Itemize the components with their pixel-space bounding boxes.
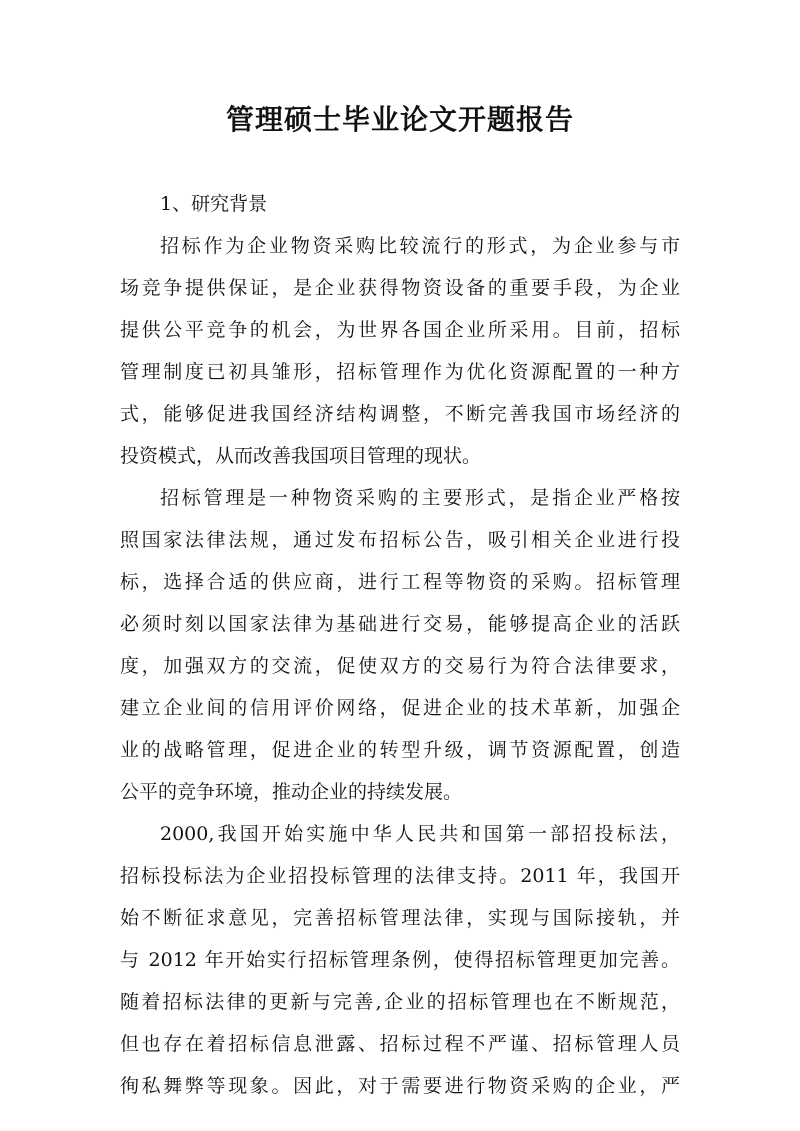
paragraph-1 bbox=[120, 225, 680, 477]
paragraph-line: 建立企业间的信用评价网络，促进企业的技术革新，加强企 bbox=[120, 697, 680, 719]
paragraph-line: 但也存在着招标信息泄露、招标过程不严谨、招标管理人员 bbox=[120, 1033, 680, 1055]
paragraph-line: 招标投标法为企业招投标管理的法律支持。2011 年，我国开 bbox=[120, 865, 680, 887]
paragraph-line: 公平的竞争环境，推动企业的持续发展。 bbox=[120, 781, 463, 803]
paragraph-line: 场竞争提供保证，是企业获得物资设备的重要手段，为企业 bbox=[120, 277, 680, 299]
paragraph-line: 招标管理是一种物资采购的主要形式，是指企业严格按 bbox=[160, 487, 680, 509]
paragraph-line: 随着招标法律的更新与完善,企业的招标管理也在不断规范， bbox=[120, 991, 680, 1013]
paragraph-line: 与 2012 年开始实行招标管理条例，使得招标管理更加完善。 bbox=[120, 949, 680, 971]
paragraph-line: 式，能够促进我国经济结构调整，不断完善我国市场经济的 bbox=[120, 403, 680, 425]
section-heading-research-background: 1、研究背景 bbox=[160, 193, 268, 215]
paragraph-line: 业的战略管理，促进企业的转型升级，调节资源配置，创造 bbox=[120, 739, 680, 761]
paragraph-line: 提供公平竞争的机会，为世界各国企业所采用。目前，招标 bbox=[120, 319, 680, 341]
paragraph-line: 管理制度已初具雏形，招标管理作为优化资源配置的一种方 bbox=[120, 361, 680, 383]
paragraph-line: 招标作为企业物资采购比较流行的形式，为企业参与市 bbox=[160, 235, 680, 257]
paragraph-line: 标，选择合适的供应商，进行工程等物资的采购。招标管理 bbox=[120, 571, 680, 593]
paragraph-line: 2000,我国开始实施中华人民共和国第一部招投标法， bbox=[160, 823, 680, 845]
paragraph-2 bbox=[120, 477, 680, 813]
paragraph-line: 徇私舞弊等现象。因此，对于需要进行物资采购的企业，严 bbox=[120, 1075, 680, 1097]
paragraph-line: 始不断征求意见，完善招标管理法律，实现与国际接轨，并 bbox=[120, 907, 680, 929]
document-body bbox=[120, 183, 680, 1107]
paragraph-line: 投资模式，从而改善我国项目管理的现状。 bbox=[120, 445, 482, 467]
paragraph-line: 度，加强双方的交流，促使双方的交易行为符合法律要求， bbox=[120, 655, 680, 677]
paragraph-line: 必须时刻以国家法律为基础进行交易，能够提高企业的活跃 bbox=[120, 613, 680, 635]
document-title: 管理硕士毕业论文开题报告 bbox=[225, 103, 574, 136]
paragraph-3 bbox=[120, 813, 680, 1107]
paragraph-line: 照国家法律法规，通过发布招标公告，吸引相关企业进行投 bbox=[120, 529, 680, 551]
